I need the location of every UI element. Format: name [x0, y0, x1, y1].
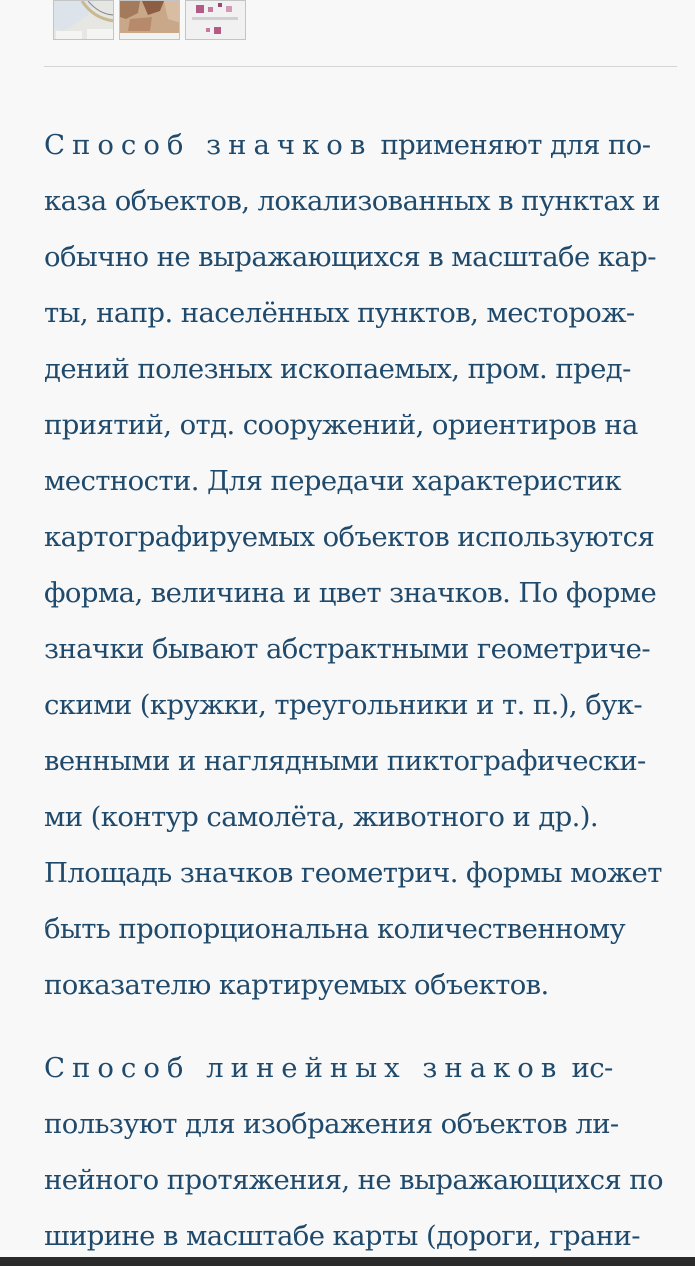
- map-thumbnail-2[interactable]: [119, 0, 180, 40]
- text-line: ширине в масштабе карты (дороги, грани-: [44, 1220, 640, 1252]
- text-line: скими (кружки, треугольники и т. п.), бук-: [44, 689, 643, 721]
- map-thumbnail-1[interactable]: [53, 0, 114, 40]
- text-line: быть пропорциональна количественному: [44, 913, 626, 945]
- section-divider: [44, 66, 677, 67]
- text-line: местности. Для передачи характеристик: [44, 465, 622, 497]
- term-symbol-method: Способ значков: [44, 129, 373, 161]
- text-line: ми (контур самолёта, животного и др.).: [44, 801, 599, 833]
- text-line: приятий, отд. сооружений, ориентиров на: [44, 409, 638, 441]
- text-line: дений полезных ископаемых, пром. пред-: [44, 353, 631, 385]
- text-line: обычно не выражающихся в масштабе кар-: [44, 241, 656, 273]
- text-line: форма, величина и цвет значков. По форме: [44, 577, 657, 609]
- text-line: картографируемых объектов используются: [44, 521, 655, 553]
- map-thumbnail-3[interactable]: [185, 0, 246, 40]
- article-body: [44, 117, 684, 1266]
- paragraph-linear-signs-method: [44, 1040, 684, 1264]
- text-line: значки бывают абстрактными геометриче-: [44, 633, 651, 665]
- text-line: Площадь значков геометрич. формы может: [44, 857, 662, 889]
- text-line: венными и наглядными пиктографически-: [44, 745, 646, 777]
- text-line: пользуют для изображения объектов ли-: [44, 1108, 619, 1140]
- text-line: Способ линейных знаков ис-: [44, 1052, 613, 1084]
- text-line: показателю картируемых объектов.: [44, 969, 549, 1001]
- paragraph-symbol-method: [44, 117, 684, 1013]
- text-line: Способ значков применяют для по-: [44, 129, 651, 161]
- text-line: ты, напр. населённых пунктов, месторож-: [44, 297, 635, 329]
- text-line: каза объектов, локализованных в пунктах и: [44, 185, 660, 217]
- term-linear-signs-method: Способ линейных знаков: [44, 1052, 564, 1084]
- bottom-bar: [0, 1257, 695, 1266]
- text-line: нейного протяжения, не выражающихся по: [44, 1164, 663, 1196]
- image-thumbnail-strip: [53, 0, 246, 41]
